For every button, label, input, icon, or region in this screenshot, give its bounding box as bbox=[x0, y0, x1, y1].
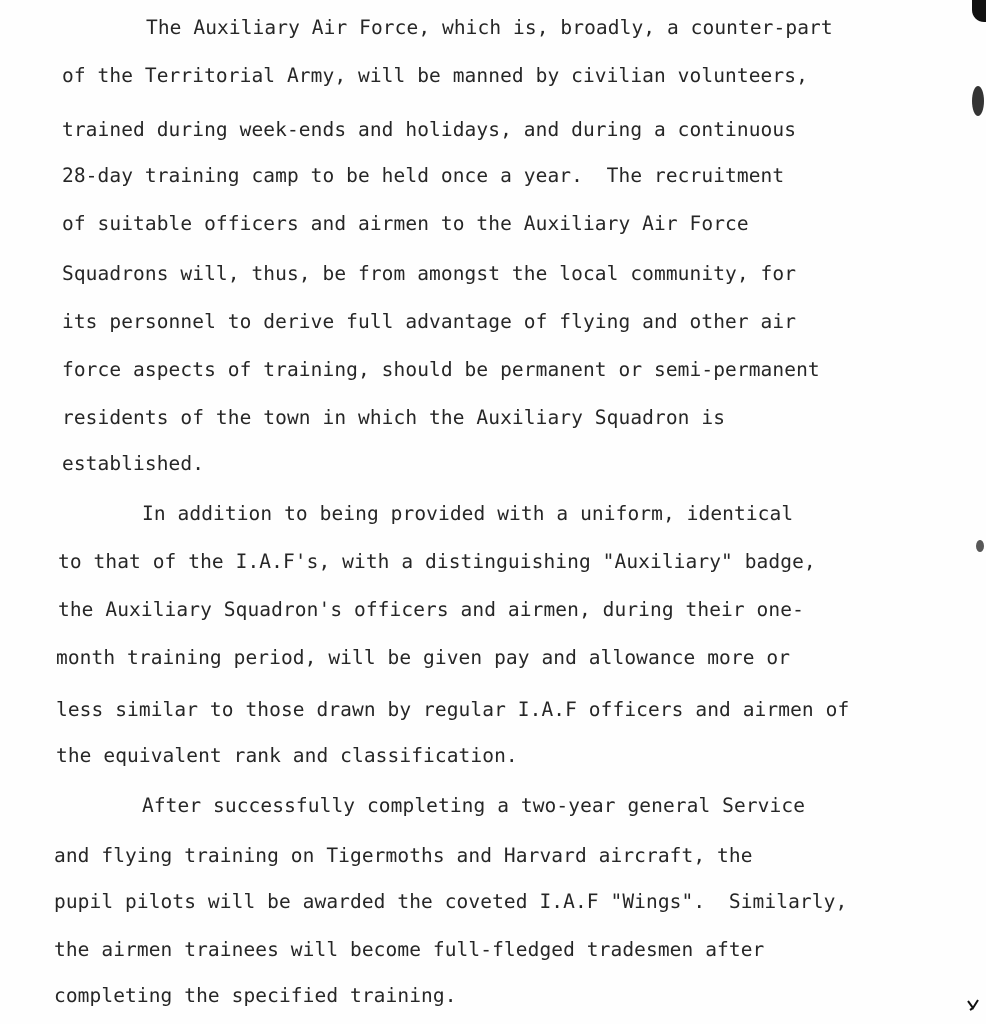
text-line: 28-day training camp to be held once a year. The recruitment bbox=[62, 164, 785, 187]
text-line: established. bbox=[62, 452, 205, 475]
text-line: less similar to those drawn by regular I.A.F officers and airmen of bbox=[56, 698, 850, 721]
text-line: its personnel to derive full advantage of flying and other air bbox=[62, 310, 797, 333]
ink-blot-mark bbox=[976, 540, 984, 552]
text-line: of suitable officers and airmen to the Auxiliary Air Force bbox=[62, 212, 749, 235]
text-line: completing the specified training. bbox=[54, 984, 457, 1007]
pen-tick-mark bbox=[966, 998, 980, 1012]
text-line: and flying training on Tigermoths and Harvard aircraft, the bbox=[54, 844, 753, 867]
ink-blot-mark bbox=[972, 86, 984, 116]
text-line: force aspects of training, should be permanent or semi-permanent bbox=[62, 358, 820, 381]
text-line: the airmen trainees will become full-fledged tradesmen after bbox=[54, 938, 765, 961]
text-line: Squadrons will, thus, be from amongst the local community, for bbox=[62, 262, 797, 285]
text-line: of the Territorial Army, will be manned by civilian volunteers, bbox=[62, 64, 808, 87]
text-line: the equivalent rank and classification. bbox=[56, 744, 518, 767]
text-line: residents of the town in which the Auxiliary Squadron is bbox=[62, 406, 726, 429]
text-line: to that of the I.A.F's, with a distinguishing "Auxiliary" badge, bbox=[58, 550, 816, 573]
text-line: trained during week-ends and holidays, and during a continuous bbox=[62, 118, 797, 141]
text-line: After successfully completing a two-year general Service bbox=[142, 794, 806, 817]
text-line: pupil pilots will be awarded the coveted I.A.F "Wings". Similarly, bbox=[54, 890, 848, 913]
text-line: In addition to being provided with a uniform, identical bbox=[142, 502, 794, 525]
text-line: the Auxiliary Squadron's officers and airmen, during their one- bbox=[58, 598, 804, 621]
ink-blot-mark bbox=[972, 0, 986, 22]
text-line: The Auxiliary Air Force, which is, broadly, a counter-part bbox=[146, 16, 833, 39]
text-line: month training period, will be given pay and allowance more or bbox=[56, 646, 791, 669]
